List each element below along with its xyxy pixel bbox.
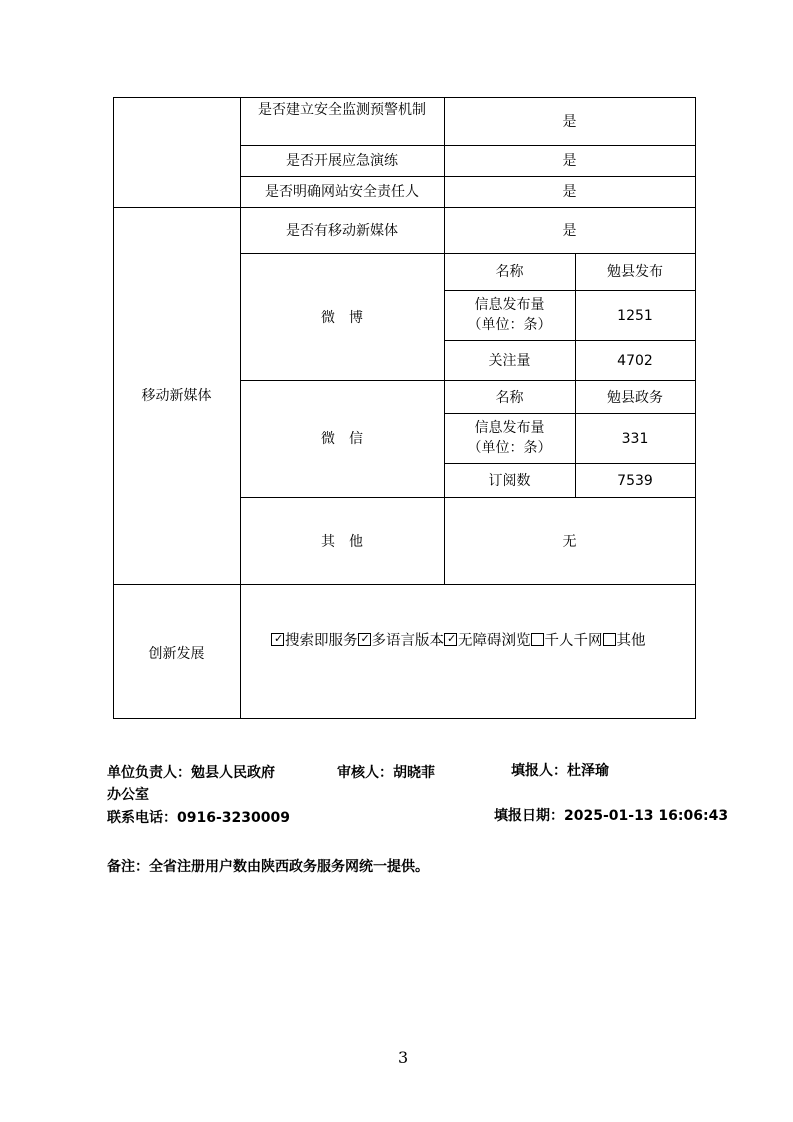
option-multilingual[interactable] <box>358 633 445 649</box>
option-personalized-label: 千人千网 <box>544 633 603 649</box>
wechat-count-value: 331 <box>621 431 649 447</box>
unit-head-line2: 办公室 <box>107 787 149 803</box>
option-search-service[interactable] <box>271 633 358 649</box>
weibo-follow-label: 关注量 <box>488 353 531 369</box>
checkbox-unchecked-icon[interactable] <box>603 633 616 646</box>
wechat-count-label <box>444 419 575 457</box>
monitoring-label-text: 是否建立安全监测预警机制 <box>258 102 426 118</box>
wechat-count-label-line2: （单位：条） <box>467 440 552 456</box>
weibo-count-label-line1: 信息发布量 <box>474 297 545 313</box>
has-new-media-value: 是 <box>562 223 577 239</box>
innovation-options <box>271 632 646 650</box>
weibo-follow-value: 4702 <box>617 353 653 369</box>
option-multilingual-label: 多语言版本 <box>371 633 444 649</box>
option-other[interactable] <box>603 633 646 649</box>
unit-head-line1: 单位负责人：勉县人民政府 <box>107 765 275 781</box>
option-search-service-label: 搜索即服务 <box>285 633 358 649</box>
wechat-sub-label: 订阅数 <box>488 473 531 489</box>
other-value: 无 <box>562 534 577 550</box>
filler: 填报人：杜泽瑜 <box>511 763 609 779</box>
wechat-name-value: 勉县政务 <box>607 390 663 406</box>
drill-value: 是 <box>562 153 577 169</box>
responsible-value: 是 <box>562 184 577 200</box>
new-media-section-label: 移动新媒体 <box>141 388 212 404</box>
has-new-media-label: 是否有移动新媒体 <box>286 223 398 239</box>
reviewer: 审核人：胡晓菲 <box>337 765 435 781</box>
wechat-name-label: 名称 <box>495 390 524 406</box>
page-number: 3 <box>398 1048 409 1067</box>
remark-note: 备注：全省注册用户数由陕西政务服务网统一提供。 <box>107 859 429 875</box>
weibo-name-value: 勉县发布 <box>607 264 663 280</box>
weibo-label: 微 博 <box>321 310 363 326</box>
monitoring-value: 是 <box>562 114 577 130</box>
wechat-label: 微 信 <box>321 431 363 447</box>
option-other-label: 其他 <box>616 633 646 649</box>
checkbox-checked-icon[interactable]: ✓ <box>271 633 284 646</box>
weibo-count-value: 1251 <box>617 308 653 324</box>
option-personalized[interactable] <box>531 633 603 649</box>
option-accessibility[interactable] <box>444 633 531 649</box>
weibo-name-label: 名称 <box>495 264 524 280</box>
monitoring-label <box>244 101 440 119</box>
contact-phone: 联系电话：0916-3230009 <box>107 810 290 826</box>
checkbox-unchecked-icon[interactable] <box>531 633 544 646</box>
other-label: 其 他 <box>321 534 363 550</box>
option-accessibility-label: 无障碍浏览 <box>458 633 531 649</box>
weibo-count-label-line2: （单位：条） <box>467 317 552 333</box>
fill-date: 填报日期：2025-01-13 16:06:43 <box>494 808 729 824</box>
drill-label: 是否开展应急演练 <box>286 153 398 169</box>
wechat-count-label-line1: 信息发布量 <box>474 420 545 436</box>
wechat-sub-value: 7539 <box>617 473 653 489</box>
checkbox-checked-icon[interactable]: ✓ <box>358 633 371 646</box>
responsible-label: 是否明确网站安全责任人 <box>265 184 419 200</box>
checkbox-checked-icon[interactable]: ✓ <box>444 633 457 646</box>
innovation-section-label: 创新发展 <box>148 646 205 662</box>
weibo-count-label <box>444 296 575 334</box>
